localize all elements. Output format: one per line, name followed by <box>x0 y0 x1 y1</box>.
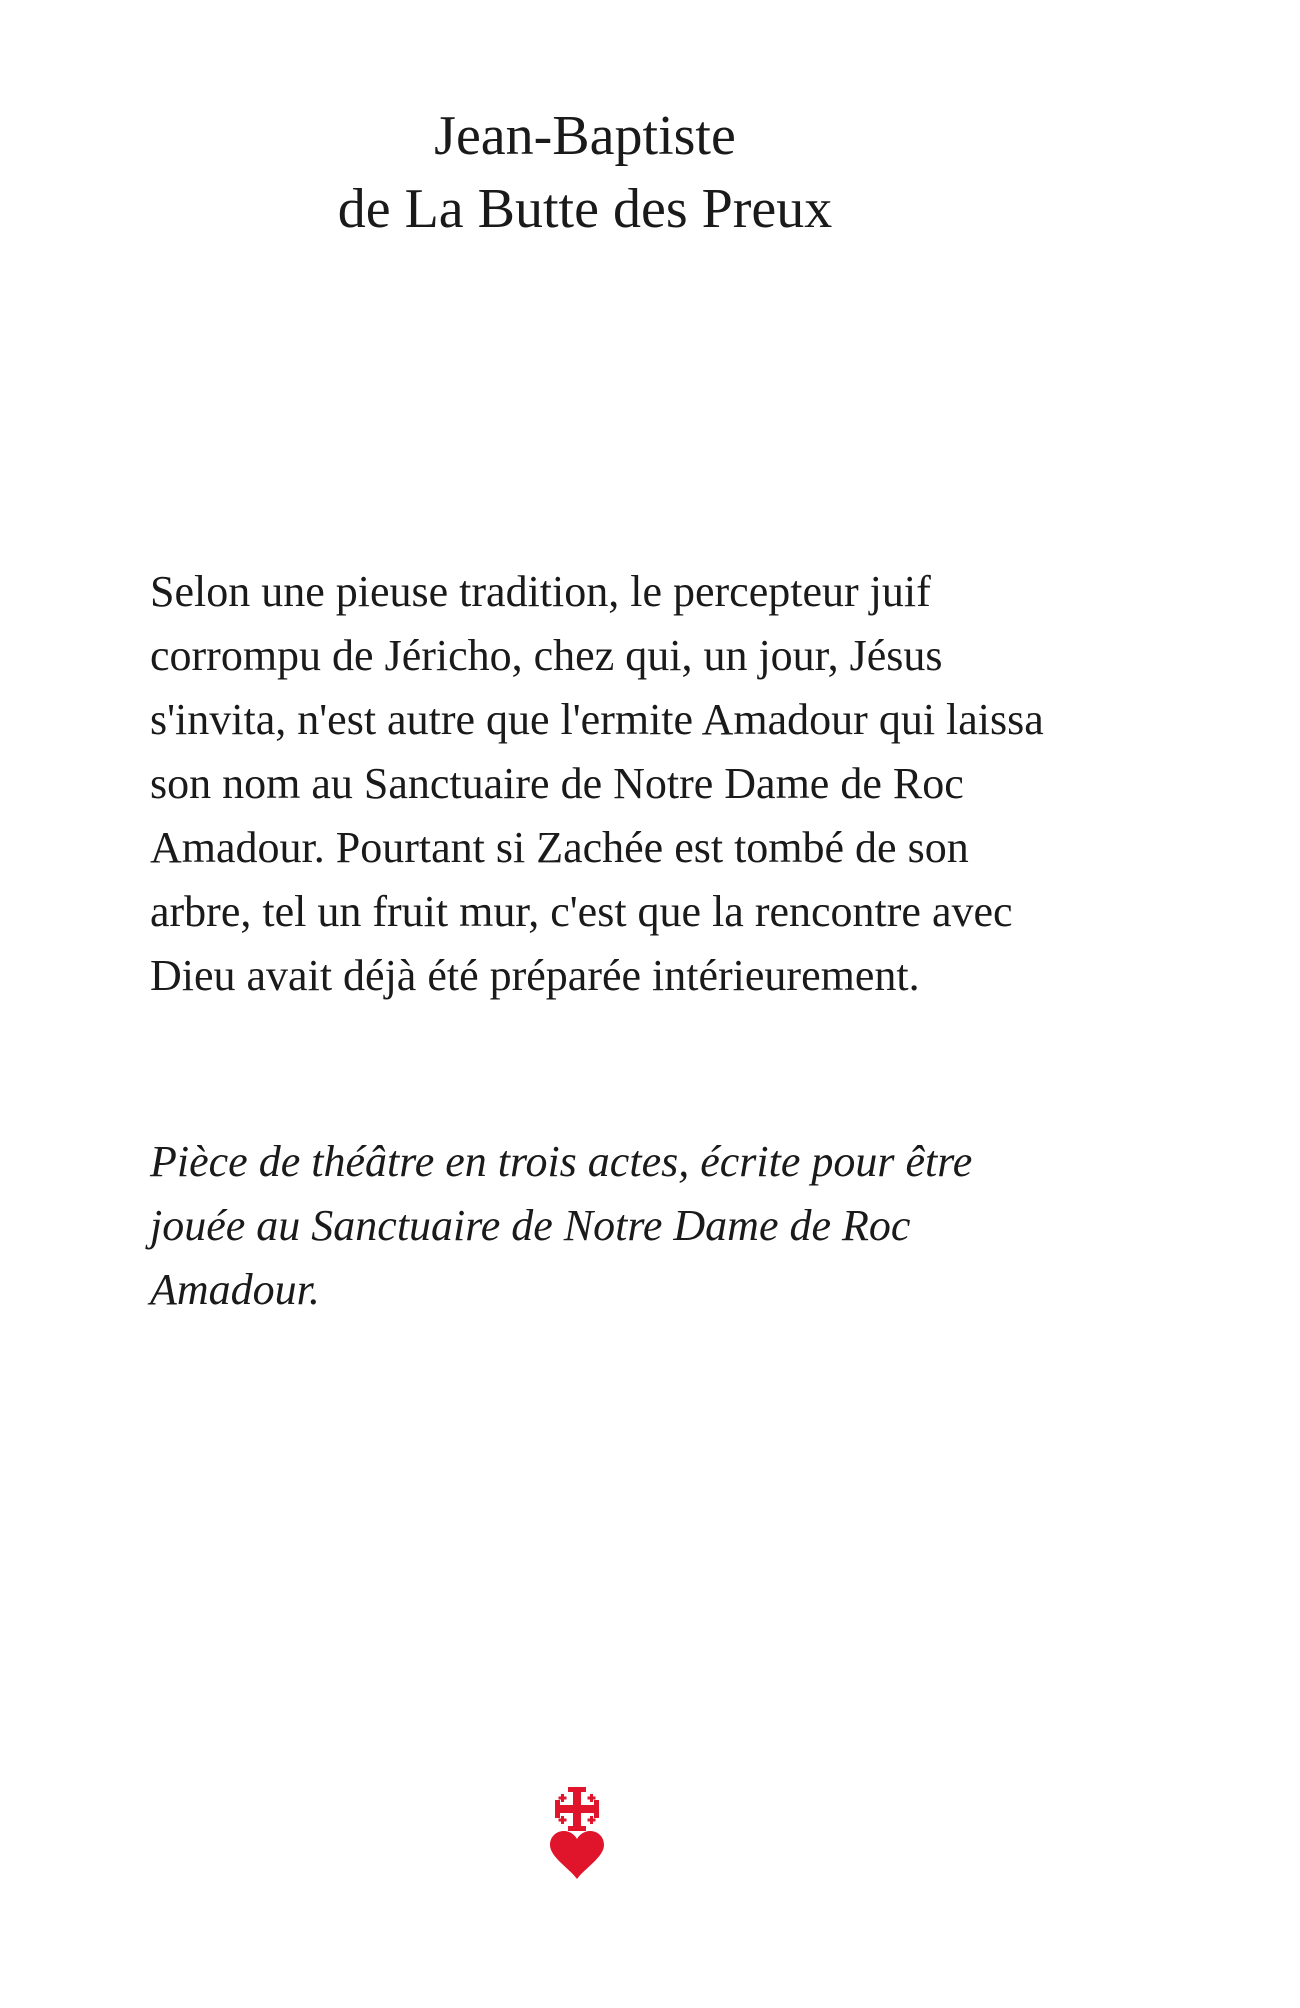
emblem-svg <box>548 1785 606 1880</box>
summary-paragraph: Selon une pieuse tradition, le percepteur juif corrompu de Jéricho, chez qui, un jour, Jésus s'invita, n'est autre que l'ermite Amadour qui laissa son nom au Sanctuaire de Notre Dame de Roc Amadour. Pourtant si Zachée est tombé de son arbre, tel un fruit mur, c'est que la rencontre avec Dieu avait déjà été préparée intérieurement. <box>150 567 1044 1000</box>
author-name <box>0 100 1170 246</box>
jerusalem-cross-heart-icon <box>548 1785 606 1880</box>
play-description: Pièce de théâtre en trois actes, écrite pour être jouée au Sanctuaire de Notre Dame de Roc Amadour. <box>150 1137 973 1314</box>
author-last-name: de La Butte des Preux <box>337 177 833 240</box>
author-first-name: Jean-Baptiste <box>434 105 736 167</box>
